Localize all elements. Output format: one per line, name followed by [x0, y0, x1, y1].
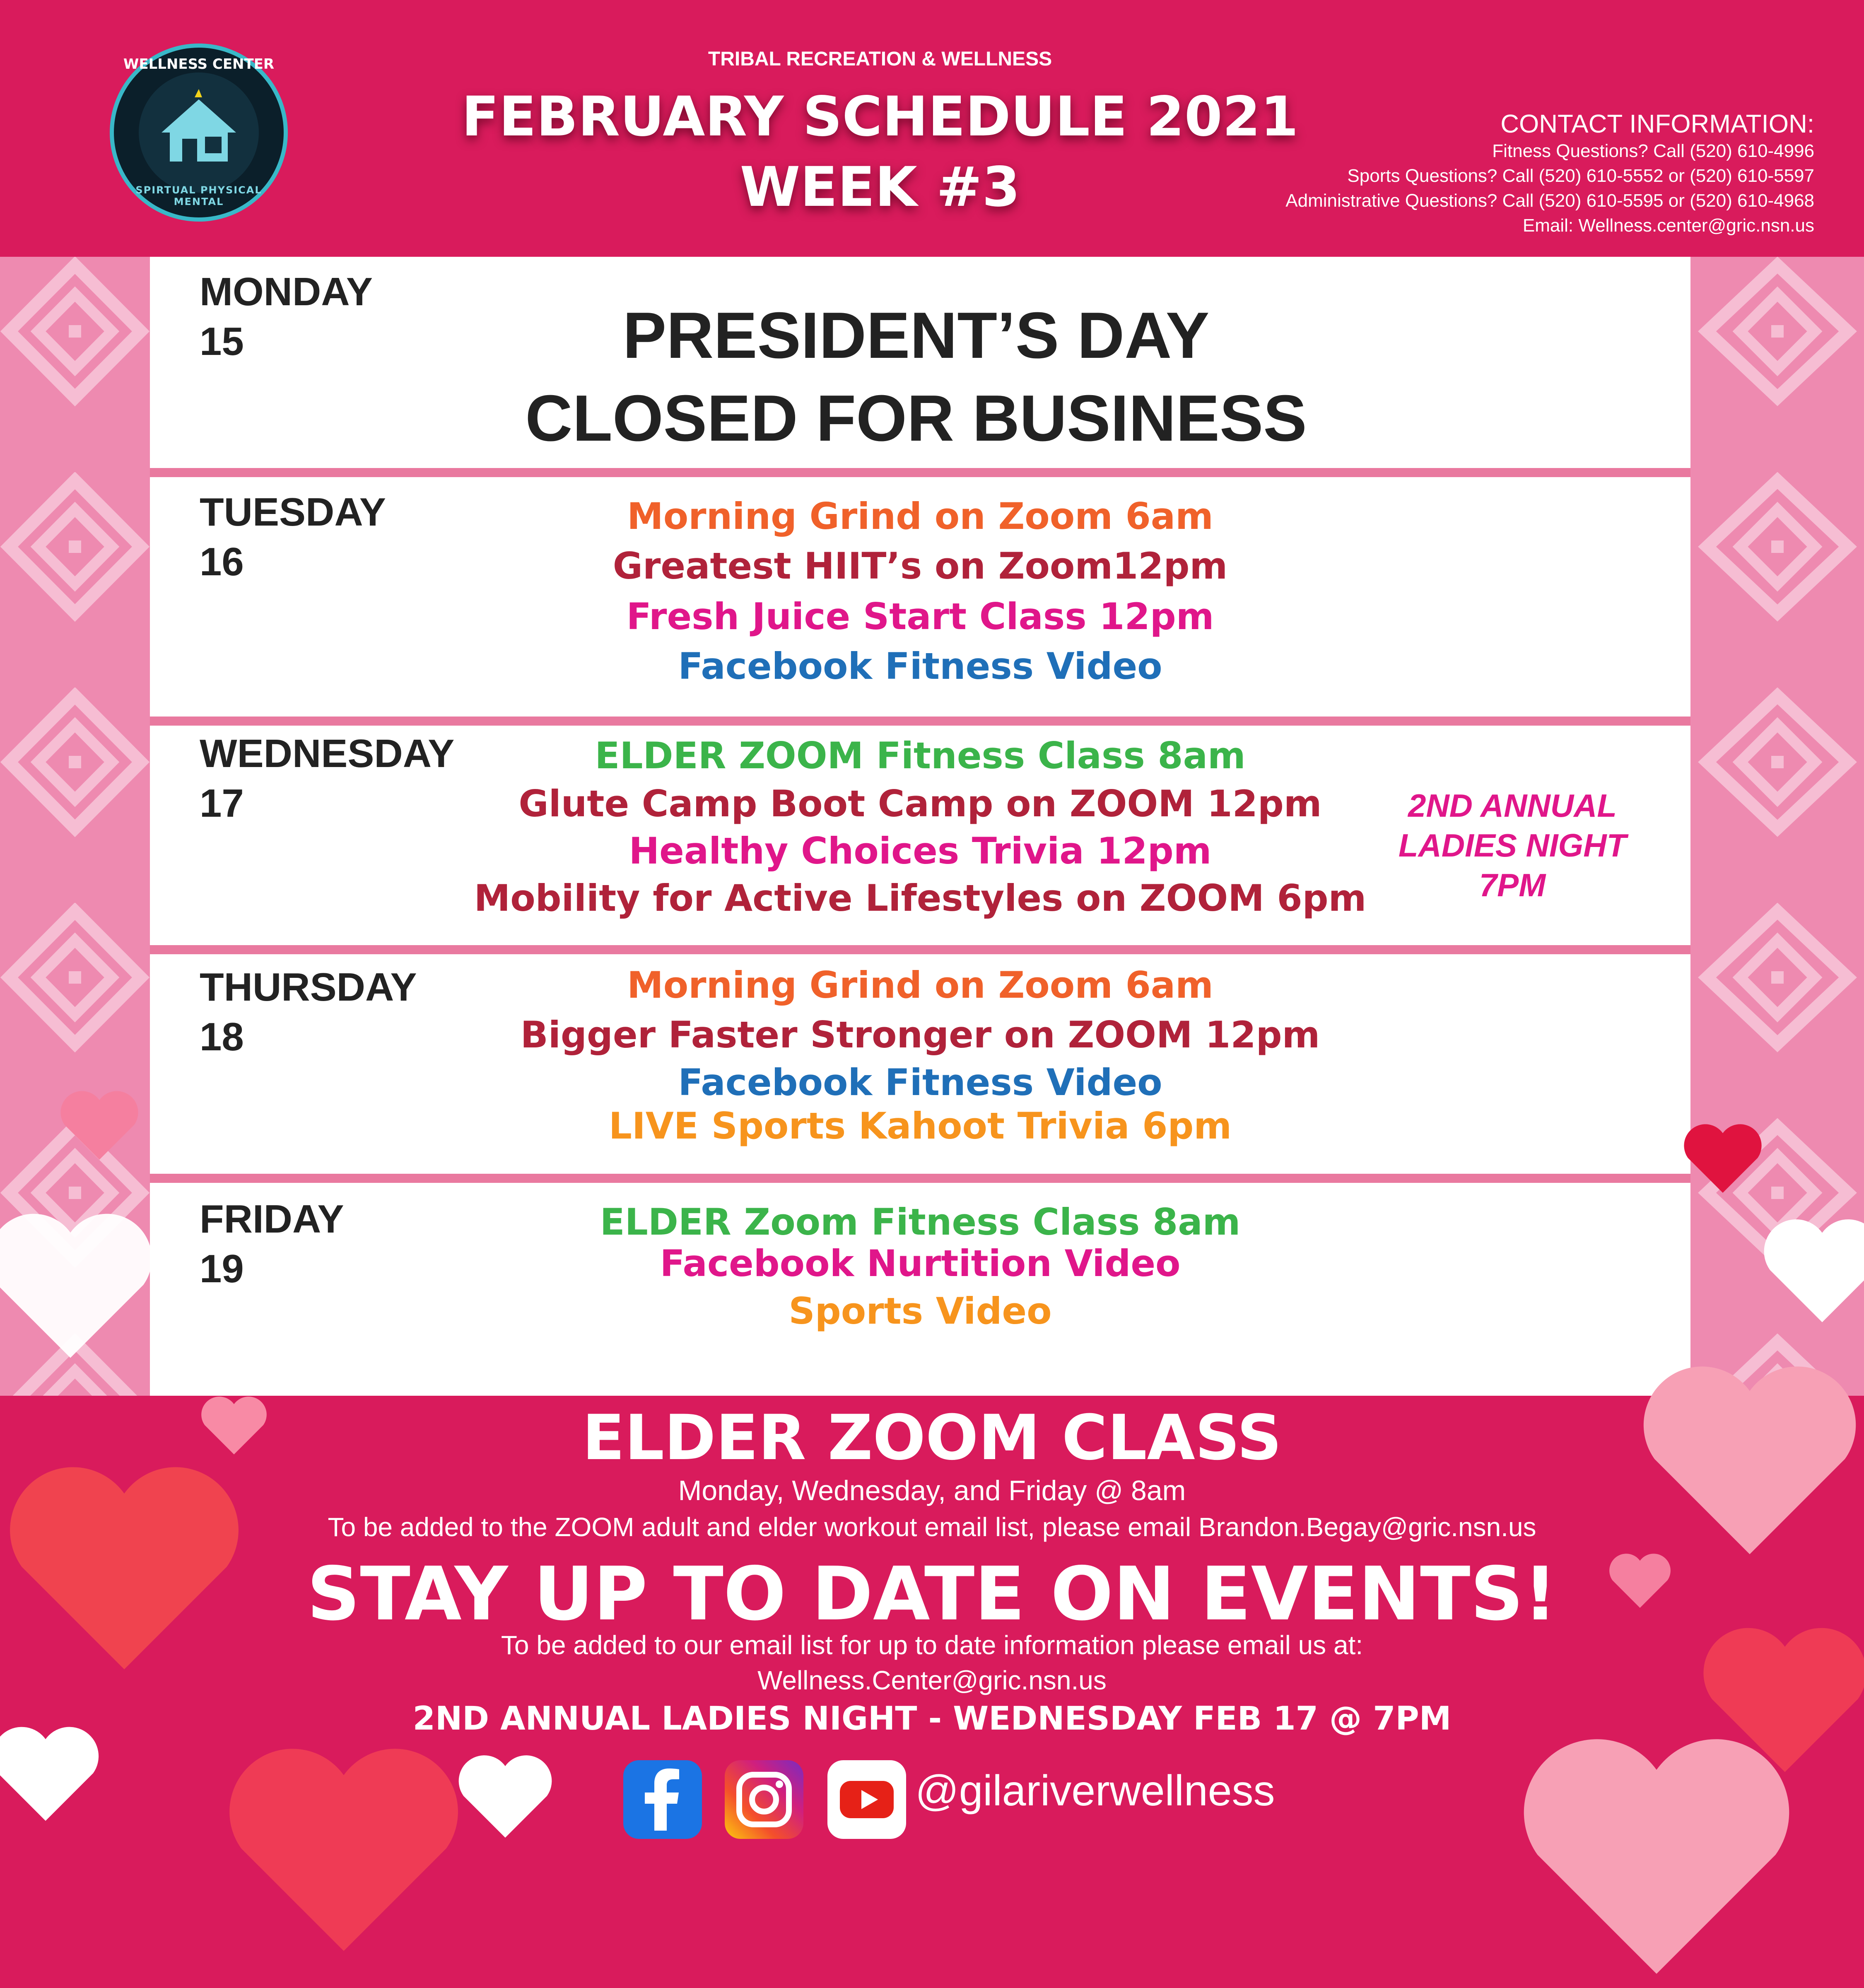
- contact-info: [1152, 110, 1814, 238]
- ladies-night-banner: 2ND ANNUAL LADIES NIGHT - WEDNESDAY FEB 17 @ 7PM: [412, 1700, 1452, 1737]
- logo-ring-bottom-text: SPIRTUAL PHYSICAL MENTAL: [135, 184, 262, 207]
- schedule-table: [150, 257, 1690, 1396]
- ladies-night-line1: 2ND ANNUAL: [1408, 787, 1617, 824]
- heart-icon: [0, 1201, 157, 1367]
- schedule-row-monday: [150, 257, 1690, 468]
- heart-icon: [456, 1748, 555, 1843]
- event-item: Bigger Faster Stronger on ZOOM 12pm: [520, 1013, 1320, 1056]
- event-item: Sports Video: [789, 1290, 1052, 1332]
- heart-icon: [1681, 1118, 1764, 1197]
- day-date: 17: [200, 781, 244, 825]
- ladies-night-line3: 7PM: [1479, 867, 1546, 903]
- event-item: Mobility for Active Lifestyles on ZOOM 6pm: [474, 877, 1367, 919]
- day-label: TUESDAY: [200, 490, 386, 534]
- contact-heading: CONTACT INFORMATION:: [1500, 110, 1814, 138]
- ladies-night-line2: LADIES NIGHT: [1398, 827, 1627, 864]
- house-icon: [153, 87, 244, 170]
- org-name: TRIBAL RECREATION & WELLNESS: [708, 48, 1052, 70]
- event-item: ELDER ZOOM Fitness Class 8am: [595, 734, 1246, 777]
- row-divider: [150, 945, 1690, 954]
- elder-class-note: To be added to the ZOOM adult and elder workout email list, please email Brandon.Begay@gric.nsn.us: [328, 1512, 1536, 1542]
- contact-fitness: Fitness Questions? Call (520) 610-4996: [1492, 141, 1814, 161]
- event-item: Glute Camp Boot Camp on ZOOM 12pm: [518, 782, 1322, 825]
- stay-updated-email: Wellness.Center@gric.nsn.us: [757, 1665, 1107, 1695]
- contact-sports: Sports Questions? Call (520) 610-5552 or (520) 610-5597: [1347, 166, 1814, 186]
- event-item: Facebook Fitness Video: [678, 645, 1162, 688]
- contact-email: Email: Wellness.center@gric.nsn.us: [1522, 215, 1814, 236]
- row-divider: [150, 1174, 1690, 1183]
- row-divider: [150, 468, 1690, 477]
- event-item: Greatest HIIT’s on Zoom12pm: [612, 545, 1228, 587]
- day-label: WEDNESDAY: [200, 731, 455, 776]
- schedule-row-wednesday: [150, 726, 1690, 945]
- event-item: LIVE Sports Kahoot Trivia 6pm: [608, 1105, 1232, 1147]
- day-label: FRIDAY: [200, 1197, 344, 1241]
- heart-icon: [1760, 1209, 1864, 1329]
- event-item: Healthy Choices Trivia 12pm: [629, 830, 1212, 872]
- event-item: Morning Grind on Zoom 6am: [627, 495, 1213, 538]
- instagram-icon[interactable]: [725, 1760, 803, 1839]
- contact-admin: Administrative Questions? Call (520) 610-5595 or (520) 610-4968: [1285, 191, 1814, 211]
- ladies-night-note: [1376, 786, 1649, 905]
- schedule-row-thursday: [150, 954, 1690, 1174]
- heart-icon: [1512, 1719, 1801, 1988]
- day-label: MONDAY: [200, 270, 373, 314]
- logo-ring-top-text: WELLNESS CENTER: [123, 56, 275, 72]
- holiday-notice-line1: PRESIDENT’S DAY: [622, 299, 1210, 372]
- page-subtitle: WEEK #3: [740, 155, 1020, 219]
- event-item: Facebook Nurtition Video: [660, 1242, 1181, 1285]
- event-item: Morning Grind on Zoom 6am: [627, 964, 1213, 1006]
- page-title: FEBRUARY SCHEDULE 2021: [461, 85, 1299, 149]
- stay-updated-title: STAY UP TO DATE ON EVENTS!: [307, 1551, 1557, 1637]
- stay-updated-note: To be added to our email list for up to date information please email us at:: [501, 1630, 1363, 1660]
- wellness-center-logo: [110, 43, 288, 222]
- social-handle[interactable]: @gilariverwellness: [915, 1767, 1275, 1815]
- elder-class-days: Monday, Wednesday, and Friday @ 8am: [678, 1475, 1186, 1506]
- event-item: ELDER Zoom Fitness Class 8am: [600, 1201, 1241, 1243]
- heart-icon: [215, 1731, 472, 1963]
- day-date: 16: [200, 540, 244, 584]
- elder-class-title: ELDER ZOOM CLASS: [582, 1402, 1282, 1474]
- day-date: 18: [200, 1015, 244, 1059]
- row-divider: [150, 717, 1690, 726]
- day-date: 19: [200, 1247, 244, 1291]
- holiday-notice-line2: CLOSED FOR BUSINESS: [525, 382, 1307, 455]
- event-item: Facebook Fitness Video: [678, 1061, 1162, 1104]
- event-item: Fresh Juice Start Class 12pm: [626, 595, 1214, 638]
- day-label: THURSDAY: [200, 965, 417, 1009]
- day-date: 15: [200, 319, 244, 364]
- facebook-icon[interactable]: [623, 1760, 702, 1839]
- heart-icon: [58, 1085, 141, 1164]
- youtube-icon[interactable]: [827, 1760, 906, 1839]
- schedule-row-friday: [150, 1183, 1690, 1396]
